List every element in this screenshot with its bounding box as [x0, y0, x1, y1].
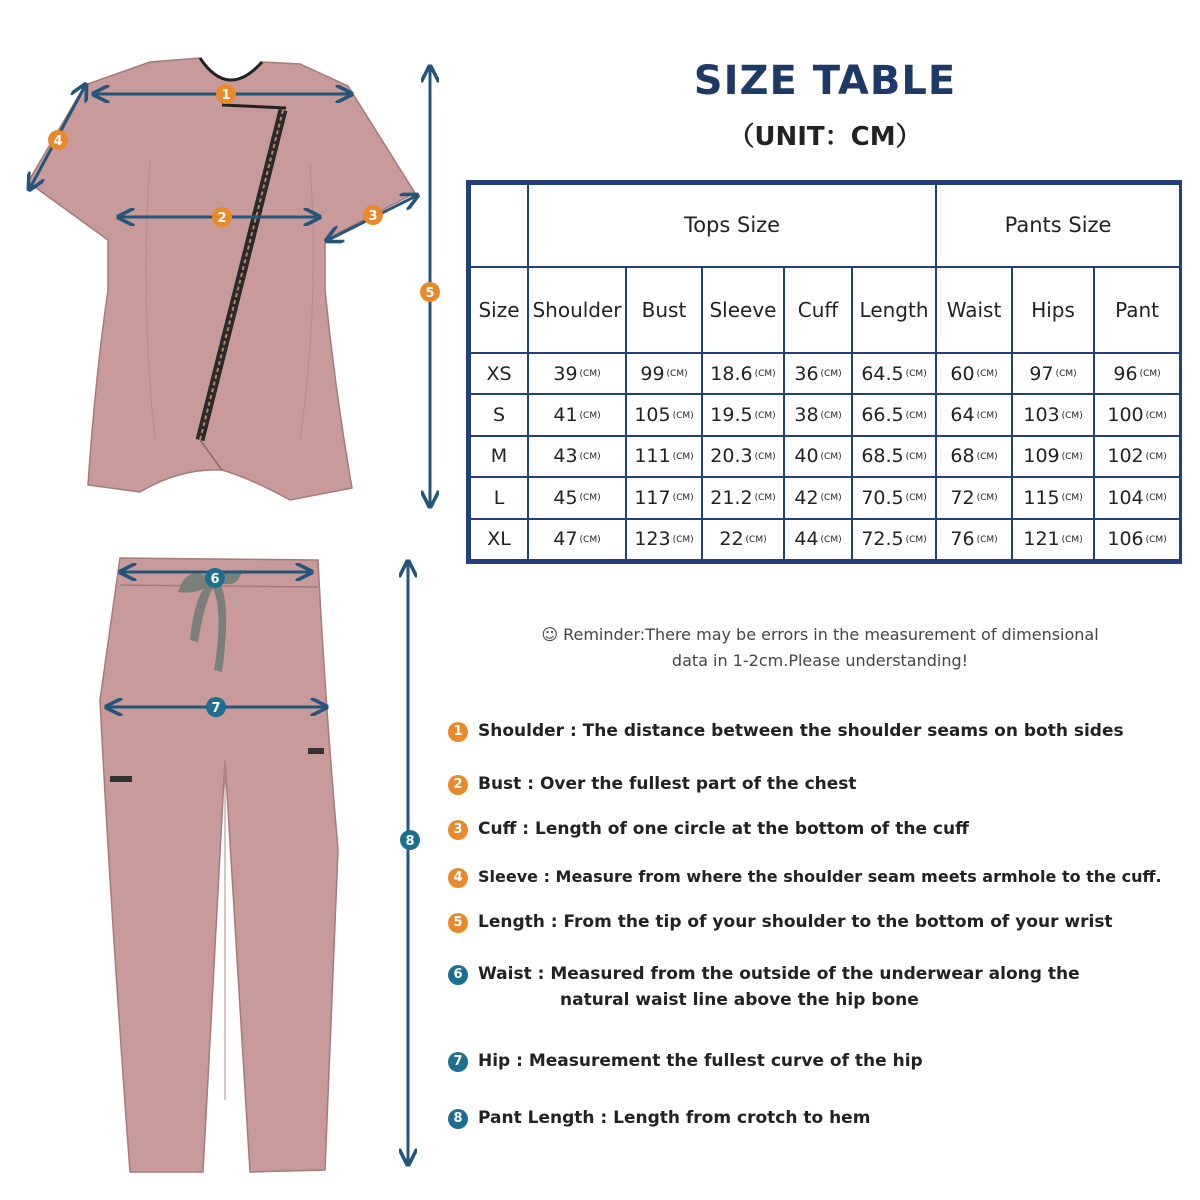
measurement-cell — [528, 394, 626, 435]
measurement-cell — [626, 519, 702, 560]
unit-suffix: (CM) — [1061, 493, 1083, 504]
cell-value: 115 — [1023, 486, 1060, 509]
cell-value: 121 — [1023, 528, 1060, 551]
cell-value: S — [492, 404, 506, 427]
legend-item-hip — [448, 1048, 923, 1074]
badge-2: 2 — [448, 775, 468, 795]
cell-value: 123 — [634, 528, 671, 551]
measurement-cell — [702, 519, 784, 560]
measurement-cell — [852, 436, 936, 477]
marker-8 — [400, 830, 420, 850]
measurement-cell — [852, 477, 936, 518]
svg-text:6: 6 — [210, 572, 220, 587]
badge-8: 8 — [448, 1109, 468, 1129]
column-header-row — [470, 267, 1180, 353]
measurement-cell — [1094, 394, 1180, 435]
marker-7 — [206, 697, 226, 717]
table-row — [470, 436, 1180, 477]
unit-suffix: (CM) — [1145, 493, 1167, 504]
cell-value: 102 — [1107, 445, 1144, 468]
cell-value: 76 — [950, 528, 975, 551]
table-row — [470, 519, 1180, 560]
unit-suffix: (CM) — [579, 534, 601, 545]
marker-1 — [216, 84, 236, 104]
cell-value: 64 — [950, 404, 975, 427]
reminder-line-1: Reminder:There may be errors in the measurement of dimensional — [563, 625, 1099, 644]
unit-suffix: (CM) — [672, 493, 694, 504]
badge-5: 5 — [448, 913, 468, 933]
cell-value: 40 — [794, 445, 819, 468]
legend-item-cuff — [448, 816, 969, 842]
cell-value: 109 — [1023, 445, 1060, 468]
group-header-row — [470, 184, 1180, 267]
pants-size-header: Pants Size — [936, 184, 1180, 267]
legend-item-sleeve — [448, 864, 1162, 890]
unit-suffix: (CM) — [672, 534, 694, 545]
table-row — [470, 477, 1180, 518]
svg-text:1: 1 — [221, 88, 231, 103]
cell-value: 45 — [553, 486, 578, 509]
marker-6 — [205, 568, 225, 588]
cell-value: 38 — [794, 404, 819, 427]
unit-suffix: (CM) — [745, 534, 767, 545]
measurement-cell — [1012, 519, 1094, 560]
cell-value: 44 — [794, 528, 819, 551]
unit-suffix: (CM) — [905, 451, 927, 462]
unit-suffix: (CM) — [1145, 451, 1167, 462]
marker-2 — [212, 207, 232, 227]
scrub-pants-image — [100, 558, 338, 1172]
table-row — [470, 353, 1180, 394]
cell-value: XS — [486, 362, 512, 385]
size-cell — [470, 394, 528, 435]
unit-suffix: (CM) — [672, 451, 694, 462]
measurement-cell — [528, 436, 626, 477]
table-body — [470, 353, 1180, 560]
measurement-cell — [626, 353, 702, 394]
table-row — [470, 394, 1180, 435]
cell-value: 68.5 — [861, 445, 904, 468]
badge-1: 1 — [448, 722, 468, 742]
reminder-line-2: data in 1-2cm.Please understanding! — [671, 651, 969, 670]
unit-suffix: (CM) — [820, 534, 842, 545]
measurement-cell — [936, 519, 1012, 560]
smiley-icon: ☺ — [541, 625, 558, 644]
measurement-cell — [626, 394, 702, 435]
unit-suffix: (CM) — [754, 410, 776, 421]
measurement-cell — [784, 394, 852, 435]
unit-suffix: (CM) — [579, 369, 601, 380]
cell-value: 103 — [1023, 404, 1060, 427]
unit-suffix: (CM) — [820, 410, 842, 421]
measurement-cell — [626, 477, 702, 518]
cell-value: 104 — [1107, 486, 1144, 509]
unit-suffix: (CM) — [976, 410, 998, 421]
cell-value: M — [490, 445, 508, 468]
column-header: Length — [852, 267, 936, 353]
unit-suffix: (CM) — [905, 534, 927, 545]
legend-text: Shoulder : The distance between the shoulder seams on both sides — [478, 721, 1124, 741]
column-header: Waist — [936, 267, 1012, 353]
marker-4 — [48, 130, 68, 150]
unit-suffix: (CM) — [1061, 451, 1083, 462]
cell-value: 70.5 — [861, 486, 904, 509]
cell-value: 39 — [553, 362, 578, 385]
cell-value: 66.5 — [861, 404, 904, 427]
unit-suffix: (CM) — [1139, 369, 1161, 380]
unit-suffix: (CM) — [820, 493, 842, 504]
unit-suffix: (CM) — [672, 410, 694, 421]
cell-value: 105 — [634, 404, 671, 427]
measurement-cell — [1012, 394, 1094, 435]
marker-3 — [363, 205, 383, 225]
legend-item-bust — [448, 771, 857, 797]
cell-value: 72 — [950, 486, 975, 509]
measurement-cell — [528, 477, 626, 518]
cell-value: 64.5 — [861, 362, 904, 385]
cell-value: 47 — [553, 528, 578, 551]
unit-suffix: (CM) — [754, 369, 776, 380]
cell-value: XL — [487, 528, 511, 551]
cell-value: L — [493, 486, 505, 509]
unit-suffix: (CM) — [976, 493, 998, 504]
unit-suffix: (CM) — [905, 493, 927, 504]
measurement-cell — [1094, 436, 1180, 477]
legend-item-waist — [448, 961, 1080, 1013]
measurement-cell — [784, 353, 852, 394]
cell-value: 96 — [1113, 362, 1138, 385]
cell-value: 117 — [634, 486, 671, 509]
column-header: Bust — [626, 267, 702, 353]
badge-3: 3 — [448, 820, 468, 840]
cell-value: 22 — [719, 528, 744, 551]
measurement-cell — [702, 477, 784, 518]
measurement-cell — [936, 436, 1012, 477]
svg-text:2: 2 — [217, 211, 227, 226]
measurement-cell — [702, 353, 784, 394]
measurement-cell — [852, 519, 936, 560]
cell-value: 19.5 — [710, 404, 753, 427]
legend-text-continued: natural waist line above the hip bone — [560, 990, 919, 1010]
measurement-cell — [1012, 353, 1094, 394]
column-header: Hips — [1012, 267, 1094, 353]
measurement-cell — [1094, 519, 1180, 560]
unit-suffix: (CM) — [1055, 369, 1077, 380]
measurement-cell — [784, 436, 852, 477]
unit-suffix: (CM) — [820, 369, 842, 380]
measurement-cell — [1094, 353, 1180, 394]
unit-suffix: (CM) — [1061, 534, 1083, 545]
badge-4: 4 — [448, 868, 468, 888]
size-cell — [470, 519, 528, 560]
legend-text: Bust : Over the fullest part of the chest — [478, 774, 857, 794]
scrub-top-image — [28, 58, 415, 500]
size-cell — [470, 477, 528, 518]
svg-text:8: 8 — [405, 834, 415, 849]
size-table — [466, 180, 1182, 564]
column-header: Cuff — [784, 267, 852, 353]
unit-suffix: (CM) — [976, 451, 998, 462]
cell-value: 68 — [950, 445, 975, 468]
unit-label: （UNIT：CM） — [728, 122, 922, 152]
cell-value: 106 — [1107, 528, 1144, 551]
unit-suffix: (CM) — [579, 451, 601, 462]
column-header: Pant — [1094, 267, 1180, 353]
unit-suffix: (CM) — [976, 369, 998, 380]
cell-value: 99 — [640, 362, 665, 385]
measurement-cell — [784, 519, 852, 560]
cell-value: 100 — [1107, 404, 1144, 427]
unit-suffix: (CM) — [754, 451, 776, 462]
measurement-cell — [626, 436, 702, 477]
measurement-cell — [936, 394, 1012, 435]
unit-suffix: (CM) — [579, 493, 601, 504]
cell-value: 43 — [553, 445, 578, 468]
empty-header-cell — [470, 184, 528, 267]
svg-text:7: 7 — [211, 701, 221, 716]
unit-suffix: (CM) — [666, 369, 688, 380]
unit-suffix: (CM) — [1145, 534, 1167, 545]
unit-suffix: (CM) — [905, 369, 927, 380]
unit-suffix: (CM) — [820, 451, 842, 462]
column-header: Shoulder — [528, 267, 626, 353]
size-cell — [470, 353, 528, 394]
badge-7: 7 — [448, 1052, 468, 1072]
cell-value: 111 — [634, 445, 671, 468]
measurement-cell — [936, 353, 1012, 394]
measurement-cell — [702, 394, 784, 435]
cell-value: 36 — [794, 362, 819, 385]
cell-value: 42 — [794, 486, 819, 509]
unit-suffix: (CM) — [1145, 410, 1167, 421]
cell-value: 21.2 — [710, 486, 753, 509]
measurement-cell — [1094, 477, 1180, 518]
cell-value: 72.5 — [861, 528, 904, 551]
column-header: Size — [470, 267, 528, 353]
measurement-cell — [852, 353, 936, 394]
measurement-cell — [528, 353, 626, 394]
measurement-cell — [528, 519, 626, 560]
measurement-cell — [936, 477, 1012, 518]
unit-suffix: (CM) — [905, 410, 927, 421]
column-header: Sleeve — [702, 267, 784, 353]
legend-text: Sleeve : Measure from where the shoulder seam meets armhole to the cuff. — [478, 867, 1162, 886]
unit-suffix: (CM) — [1061, 410, 1083, 421]
legend-text: Pant Length : Length from crotch to hem — [478, 1108, 871, 1128]
svg-text:4: 4 — [53, 134, 63, 149]
measurement-cell — [1012, 436, 1094, 477]
cell-value: 41 — [553, 404, 578, 427]
tops-size-header: Tops Size — [528, 184, 936, 267]
legend-item-pant-length — [448, 1105, 870, 1131]
unit-suffix: (CM) — [976, 534, 998, 545]
unit-suffix: (CM) — [579, 410, 601, 421]
measurement-cell — [852, 394, 936, 435]
cell-value: 60 — [950, 362, 975, 385]
measurement-cell — [702, 436, 784, 477]
cell-value: 97 — [1029, 362, 1054, 385]
legend-item-shoulder — [448, 718, 1124, 744]
badge-6: 6 — [448, 965, 468, 985]
svg-text:5: 5 — [425, 286, 435, 301]
size-cell — [470, 436, 528, 477]
legend-text: Cuff : Length of one circle at the bottom of the cuff — [478, 819, 969, 839]
cell-value: 18.6 — [710, 362, 753, 385]
legend-text: Length : From the tip of your shoulder to the bottom of your wrist — [478, 912, 1113, 932]
size-table-grid — [469, 183, 1181, 561]
measurement-cell — [1012, 477, 1094, 518]
legend-item-length — [448, 909, 1113, 935]
reminder-note — [470, 622, 1170, 674]
legend-text: Waist : Measured from the outside of the underwear along the — [478, 964, 1080, 984]
unit-suffix: (CM) — [754, 493, 776, 504]
cell-value: 20.3 — [710, 445, 753, 468]
legend-text: Hip : Measurement the fullest curve of the hip — [478, 1051, 923, 1071]
marker-5 — [420, 282, 440, 302]
page-title: SIZE TABLE — [693, 58, 957, 104]
measurement-cell — [784, 477, 852, 518]
svg-text:3: 3 — [368, 209, 378, 224]
